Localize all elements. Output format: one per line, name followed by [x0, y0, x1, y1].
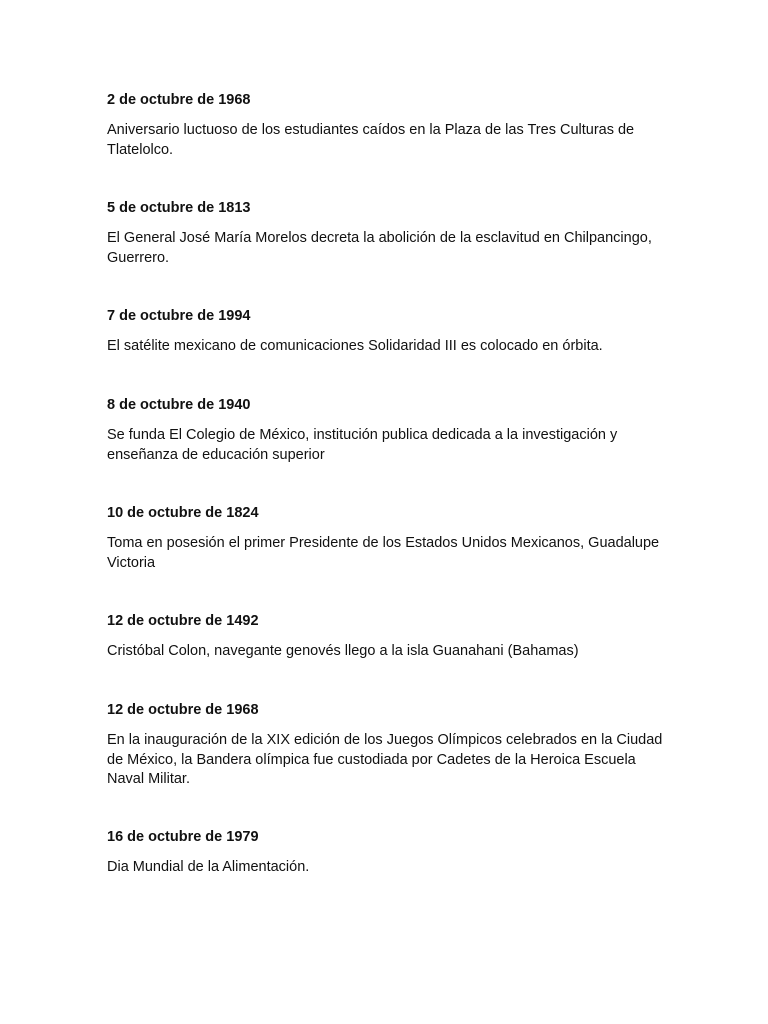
timeline-entry [107, 612, 667, 662]
timeline-entry [107, 701, 667, 790]
timeline-entry [107, 91, 667, 160]
timeline-entry [107, 199, 667, 268]
entry-date: 12 de octubre de 1968 [107, 702, 259, 718]
timeline-entry [107, 504, 667, 573]
entry-description: El satélite mexicano de comunicaciones Solidaridad III es colocado en órbita. [107, 338, 603, 354]
entry-description: Dia Mundial de la Alimentación. [107, 859, 310, 875]
entry-description: Cristóbal Colon, navegante genovés llego a la isla Guanahani (Bahamas) [107, 643, 579, 659]
entry-date: 12 de octubre de 1492 [107, 613, 259, 629]
timeline-entry [107, 396, 667, 465]
entry-description: Aniversario luctuoso de los estudiantes caídos en la Plaza de las Tres Culturas de Tlatelolco. [107, 122, 635, 158]
entry-date: 5 de octubre de 1813 [107, 200, 251, 216]
entry-date: 16 de octubre de 1979 [107, 829, 259, 845]
entry-date: 10 de octubre de 1824 [107, 505, 259, 521]
entry-date: 8 de octubre de 1940 [107, 397, 251, 413]
entry-description: Se funda El Colegio de México, institución publica dedicada a la investigación y enseñanza de educación superior [107, 427, 618, 463]
entry-description: En la inauguración de la XIX edición de los Juegos Olímpicos celebrados en la Ciudad de México, la Bandera olímpica fue custodiada por Cadetes de la Heroica Escuela Naval Militar. [107, 732, 663, 787]
entry-date: 2 de octubre de 1968 [107, 92, 251, 108]
entry-description: Toma en posesión el primer Presidente de los Estados Unidos Mexicanos, Guadalupe Victoria [107, 535, 660, 571]
timeline-entry [107, 828, 667, 878]
entry-date: 7 de octubre de 1994 [107, 308, 251, 324]
entry-description: El General José María Morelos decreta la abolición de la esclavitud en Chilpancingo, Guerrero. [107, 230, 652, 266]
timeline-entry [107, 307, 667, 357]
